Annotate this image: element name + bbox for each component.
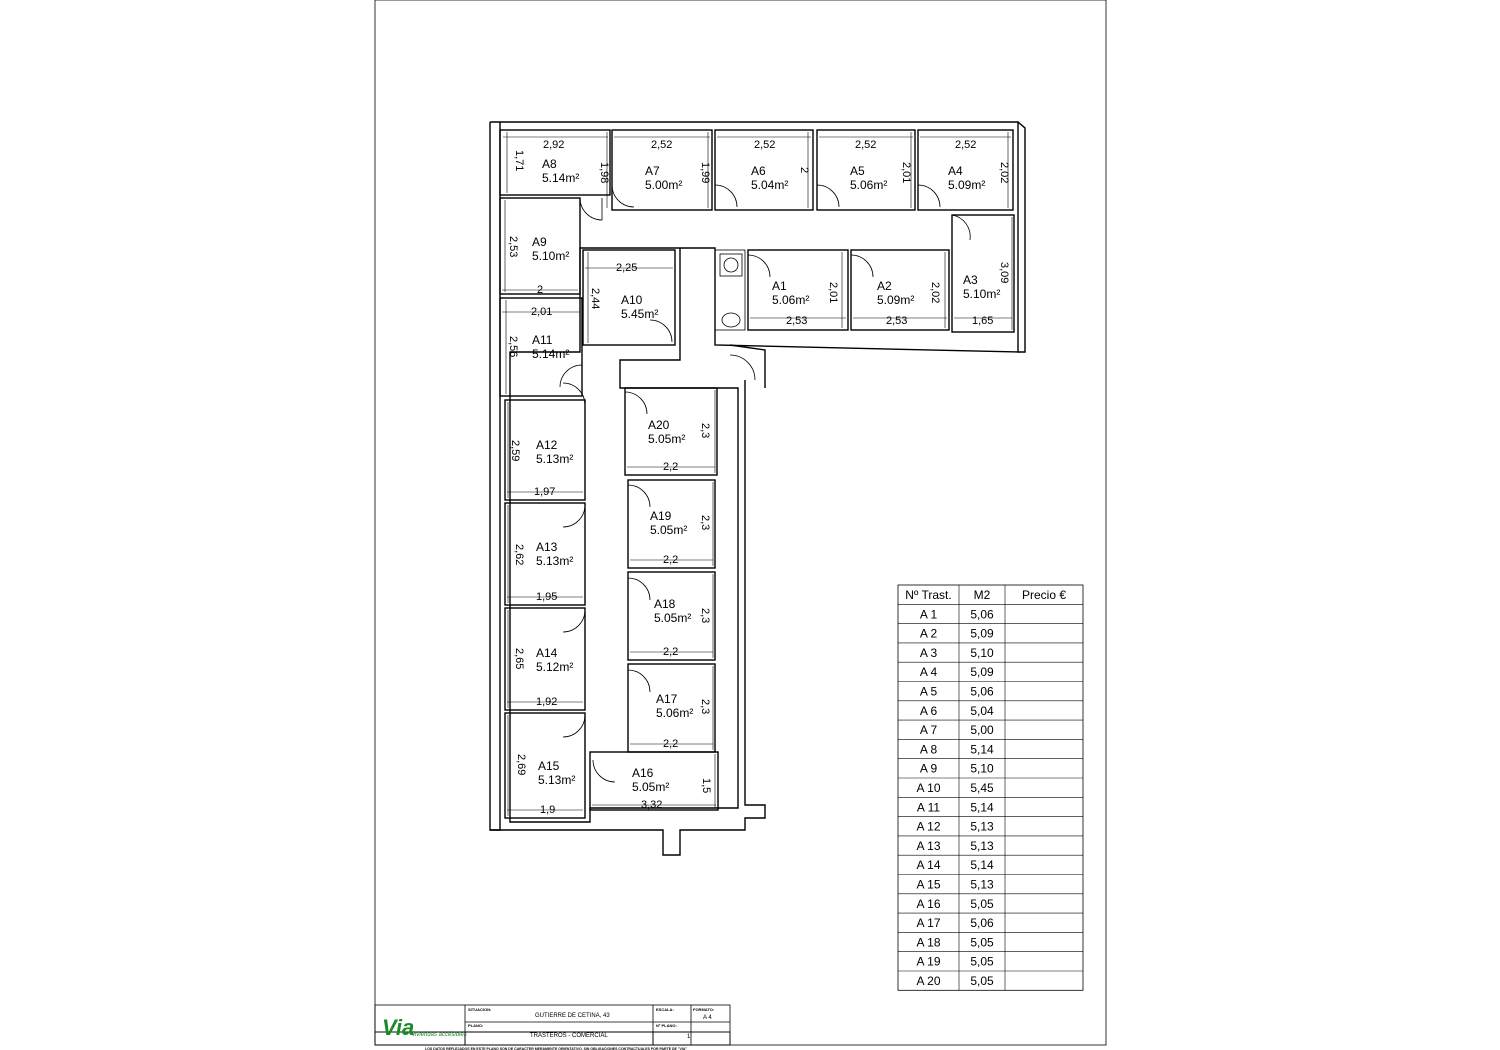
price-table-cell: 5,14 [970,742,994,757]
situacion-value: GUTIERRE DE CETINA, 43 [535,1013,610,1019]
dim-a16-height: 1,5 [700,778,712,794]
formato-value: A 4 [703,1015,712,1021]
room-id: A3 [963,273,978,287]
nplano-label: Nº PLANO: [656,1023,677,1028]
dim-a2-height: 2,02 [929,282,941,304]
room-a12 [536,438,573,466]
room-a20 [648,418,685,446]
room-id: A2 [877,279,892,293]
nplano-value: 1 [687,1034,691,1040]
dim-a11-width: 2,01 [531,306,553,318]
formato-label: FORMATO: [693,1007,715,1012]
dim-a12-width: 1,97 [534,486,556,498]
price-table-cell: A 12 [916,819,941,834]
room-id: A20 [648,418,670,432]
room-a10 [621,293,658,321]
room-area: 5.45m² [621,307,659,321]
room-a16 [632,766,669,794]
room-area: 5.05m² [650,523,688,537]
price-table-cell: A 18 [916,935,941,950]
dim-a4-height-right: 2,02 [998,162,1010,184]
price-table-cell: 5,13 [970,819,994,834]
price-table-cell: 5,05 [970,974,994,988]
sheet-frame [375,0,1106,1045]
logo-text: Via [382,1015,415,1040]
price-table-cell: A 19 [916,954,941,969]
room-a2 [877,279,914,307]
logo-subtitle: viviendas accesibles [412,1032,467,1038]
dim-a13-width: 1,95 [536,591,558,603]
escala-label: ESCALA: [656,1007,674,1012]
price-table-cell: A 4 [919,665,938,680]
price-table-cell: 5,06 [970,607,994,622]
dim-a14-width: 1,92 [536,696,558,708]
room-area: 5.10m² [963,287,1001,301]
dim-a19-height: 2,3 [699,515,711,531]
dim-a10-height: 2,44 [589,288,601,310]
room-id: A18 [654,597,676,611]
room-id: A6 [751,164,766,178]
room-area: 5.06m² [656,706,694,720]
room-id: A11 [532,333,553,347]
plano-label: PLANO: [468,1023,484,1028]
room-id: A14 [536,646,558,660]
price-table-cell: A 16 [916,896,941,911]
room-a17 [656,692,693,720]
price-table-cell: 5,09 [970,665,994,680]
price-table-cell: 5,05 [970,896,994,911]
dim-a17-width: 2,2 [663,738,679,750]
room-a4 [948,164,985,192]
dim-a5-width: 2,52 [855,139,877,151]
room-area: 5.13m² [536,554,574,568]
dim-a8-height: 1,71 [513,150,525,172]
price-table-cell: A 11 [916,800,941,815]
price-table-cell: A 6 [919,703,938,718]
dim-a4-height: 2,01 [900,162,912,184]
price-table-cell: 5,13 [970,838,994,853]
price-table-cell: A 13 [916,838,941,853]
dim-a15-width: 1,9 [540,804,556,816]
price-table-cell: 5,05 [970,954,994,969]
room-id: A1 [772,279,787,293]
room-area: 5.09m² [877,293,915,307]
room-a1 [772,279,809,307]
room-a6 [751,164,788,192]
room-area: 5.04m² [751,178,789,192]
price-table-cell: 5,05 [970,935,994,950]
floor-plan [490,122,1025,855]
price-table-cell: 5,10 [970,761,994,776]
price-table-header: M2 [973,588,991,602]
price-table-header: Nº Trast. [905,588,952,602]
room-a13 [536,540,573,568]
room-a18 [654,597,691,625]
situacion-label: SITUACION: [468,1007,492,1012]
room-area: 5.05m² [648,432,686,446]
price-table-cell: 5,10 [970,645,994,660]
room-id: A13 [536,540,558,554]
room-id: A19 [650,509,672,523]
room-area: 5.10m² [532,249,570,263]
dim-a2-width: 2,53 [886,315,908,327]
dim-a16-width: 3,32 [641,799,663,811]
dim-a17-height: 2,3 [699,699,711,715]
room-id: A5 [850,164,865,178]
room-area: 5.06m² [850,178,888,192]
room-a3 [963,273,1000,301]
dim-a18-width: 2,2 [663,646,679,658]
room-id: A10 [621,293,643,307]
price-table-cell: 5,09 [970,626,994,641]
room-id: A7 [645,164,660,178]
dim-a13-height: 2,62 [513,544,525,566]
room-area: 5.14m² [532,347,570,361]
room-a8 [542,157,579,185]
room-a7 [645,164,682,192]
price-table-cell: A 1 [919,607,938,622]
plano-value: TRASTEROS - COMERCIAL [530,1033,608,1039]
dim-a1-height: 2,01 [827,282,839,304]
price-table-cell: A 14 [916,858,941,873]
price-table-cell: A 20 [916,974,941,988]
dim-a5-height: 2 [798,167,810,174]
dim-a8-width: 2,92 [543,139,565,151]
dim-a3-width: 1,65 [972,315,994,327]
price-table-cell: 5,13 [970,877,994,892]
disclaimer-text: LOS DATOS REFLEJADOS EN ESTE PLANO SON DE CARACTER MERAMENTE ORIENTATIVO, SIN OBLIGACIONES CONTRACTUALES POR PARTE DE "VIA" [425,1047,688,1050]
price-table-cell: A 2 [919,626,938,641]
dim-a4-width: 2,52 [955,139,977,151]
price-table-header: Precio € [1021,588,1067,602]
room-area: 5.05m² [654,611,692,625]
room-area: 5.09m² [948,178,986,192]
price-table-cell: 5,45 [970,781,994,795]
price-table-cell: A 8 [919,742,938,757]
dim-a10-width: 2,25 [616,262,638,274]
room-a19 [650,509,687,537]
dim-a6-width: 2,52 [754,139,776,151]
price-table-cell: 5,06 [970,684,994,699]
dim-a14-height: 2,65 [513,648,525,670]
dim-a1-width: 2,53 [786,315,808,327]
dim-a15-height: 2,69 [515,754,527,776]
price-table-cell: A 9 [919,761,938,776]
dim-a9-width: 2 [537,284,544,296]
room-id: A12 [536,438,558,452]
price-table-cell: A 10 [916,781,941,795]
room-a5 [850,164,887,192]
price-table-cell: 5,14 [970,800,994,815]
room-id: A8 [542,157,557,171]
room-a15 [538,759,575,787]
room-area: 5.13m² [538,773,576,787]
dim-a7-height: 1,98 [598,162,610,184]
dim-a20-width: 2,2 [663,461,679,473]
price-table-cell: A 7 [919,723,938,738]
room-area: 5.06m² [772,293,810,307]
room-a9 [532,235,569,263]
dim-a3-height: 3,09 [998,262,1010,284]
dim-a9-height: 2,53 [507,236,519,258]
price-table-cell: 5,00 [970,723,994,738]
price-table-cell: 5,14 [970,858,994,873]
room-a14 [536,646,573,674]
room-id: A9 [532,235,547,249]
price-table-cell: A 3 [919,645,938,660]
room-area: 5.05m² [632,780,670,794]
price-table-cell: A 5 [919,684,938,699]
price-table-cell: 5,06 [970,916,994,931]
room-a11 [532,333,569,361]
dim-a18-height: 2,3 [699,608,711,624]
dim-a7-width: 2,52 [651,139,673,151]
price-table [898,585,1083,990]
title-block [375,1005,730,1050]
price-table-cell: 5,04 [970,703,994,718]
dim-a19-width: 2,2 [663,554,679,566]
room-id: A16 [632,766,654,780]
room-id: A15 [538,759,560,773]
dim-a11-height: 2,56 [507,336,519,358]
room-area: 5.00m² [645,178,683,192]
room-id: A17 [656,692,678,706]
price-table-cell: A 17 [916,916,941,931]
room-id: A4 [948,164,963,178]
dim-a12-height: 2,59 [509,440,521,462]
price-table-cell: A 15 [916,877,941,892]
room-area: 5.12m² [536,660,574,674]
room-area: 5.13m² [536,452,574,466]
dim-a6-height: 1,99 [699,162,711,184]
room-area: 5.14m² [542,171,580,185]
dim-a20-height: 2,3 [699,423,711,439]
